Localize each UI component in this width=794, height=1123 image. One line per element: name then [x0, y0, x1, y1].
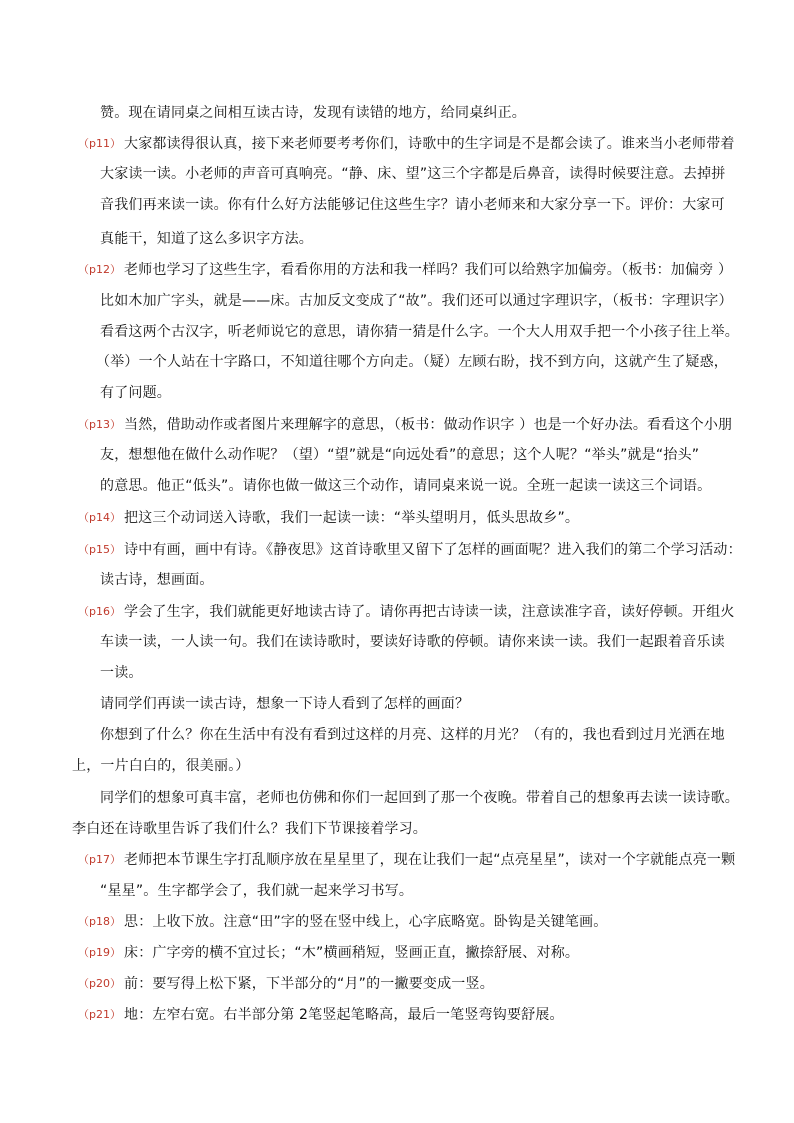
line-text: 请同学们再读一读古诗，想象一下诗人看到了怎样的画面？: [100, 696, 470, 712]
line-text: 前：要写得上松下紧，下半部分的“月”的一撇要变成一竖。: [124, 976, 494, 992]
line-text: （举）一个人站在十字路口，不知道往哪个方向走。（疑）左顾右盼，找不到方向，这就产生了疑惑，: [96, 354, 728, 370]
line-text: 赞。现在请同桌之间相互读古诗，发现有读错的地方，给同桌纠正。: [100, 105, 526, 121]
page-tag: （p15）: [78, 543, 121, 556]
line-text: “星星”。生字都学会了，我们就一起来学习书写。: [100, 883, 414, 899]
line-text: 读古诗，想画面。: [100, 572, 214, 588]
line-text: 诗中有画，画中有诗。《静夜思》这首诗歌里又留下了怎样的画面呢？进入我们的第二个学习活动：: [124, 542, 742, 558]
line-text: 地：左窄右宽。右半部分第 2笔竖起笔略高，最后一笔竖弯钩要舒展。: [124, 1007, 564, 1023]
line-text: 大家都读得很认真，接下来老师要考考你们，诗歌中的生字词是不是都会读了。谁来当小老师带着: [124, 136, 735, 152]
line-text: 比如木加广字头，就是——床。古加反文变成了“故”。我们还可以通过字理识字，（板书：字理识字）: [100, 293, 733, 309]
page-tag: （p19）: [78, 946, 121, 959]
line-text: 思：上收下放。注意“田”字的竖在竖中线上，心字底略宽。卧钩是关键笔画。: [124, 914, 608, 930]
line-text: 音我们再来读一读。你有什么好方法能够记住这些生字？请小老师来和大家分享一下。评价：大家可: [100, 197, 725, 213]
page-tag: （p13）: [78, 418, 121, 431]
line-text: 学会了生字，我们就能更好地读古诗了。请你再把古诗读一读，注意读准字音，读好停顿。开组火: [124, 604, 735, 620]
line-text: 车读一读，一人读一句。我们在读诗歌时，要读好诗歌的停顿。请你来读一读。我们一起跟着音乐读: [100, 634, 725, 650]
line-text: 把这三个动词送入诗歌，我们一起读一读：“举头望明月，低头思故乡”。: [124, 510, 580, 526]
line-text: 同学们的想象可真丰富，老师也仿佛和你们一起回到了那一个夜晚。带着自己的想象再去读一读诗歌。: [100, 790, 739, 806]
page-tag: （p16）: [78, 605, 121, 618]
line-text: 床：广字旁的横不宜过长；“木”横画稍短，竖画正直，撇捺舒展、对称。: [124, 945, 580, 961]
line-text: 的意思。他正“低头”。请你也做一做这三个动作，请同桌来说一说。全班一起读一读这三个词语。: [100, 478, 712, 494]
line-text: 真能干，知道了这么多识字方法。: [100, 231, 313, 247]
page-tag: （p11）: [78, 137, 121, 150]
page-tag: （p21）: [78, 1008, 121, 1021]
page-tag: （p12）: [78, 263, 121, 276]
line-text: 老师把本节课生字打乱顺序放在星星里了，现在让我们一起“点亮星星”，读对一个字就能点亮一颗: [124, 852, 736, 868]
page-tag: （p14）: [78, 511, 121, 524]
page-tag: （p17）: [78, 853, 121, 866]
line-text: 当然，借助动作或者图片来理解字的意思，（板书：做动作识字 ）也是一个好办法。看看这个小朋: [124, 417, 733, 433]
line-text: 一读。: [100, 665, 143, 681]
line-text: 上，一片白白的，很美丽。）: [72, 758, 250, 774]
line-text: 李白还在诗歌里告诉了我们什么？我们下节课接着学习。: [72, 821, 427, 837]
page-tag: （p20）: [78, 977, 121, 990]
line-text: 友，想想他在做什么动作呢？（望）“望”就是“向远处看”的意思；这个人呢？“举头”就是“抬头”: [100, 447, 700, 463]
line-text: 你想到了什么？你在生活中有没有看到过这样的月亮、这样的月光？（有的，我也看到过月光洒在地: [100, 727, 725, 743]
page-tag: （p18）: [78, 915, 121, 928]
line-text: 大家读一读。小老师的声音可真响亮。“静、床、望”这三个字都是后鼻音，读得时候要注意。去掉拼: [100, 166, 726, 182]
line-text: 看看这两个古汉字，听老师说它的意思，请你猜一猜是什么字。一个大人用双手把一个小孩子往上举。: [100, 324, 739, 340]
line-text: 有了问题。: [100, 385, 171, 401]
line-text: 老师也学习了这些生字，看看你用的方法和我一样吗？我们可以给熟字加偏旁。（板书：加偏旁 ）: [124, 262, 733, 278]
